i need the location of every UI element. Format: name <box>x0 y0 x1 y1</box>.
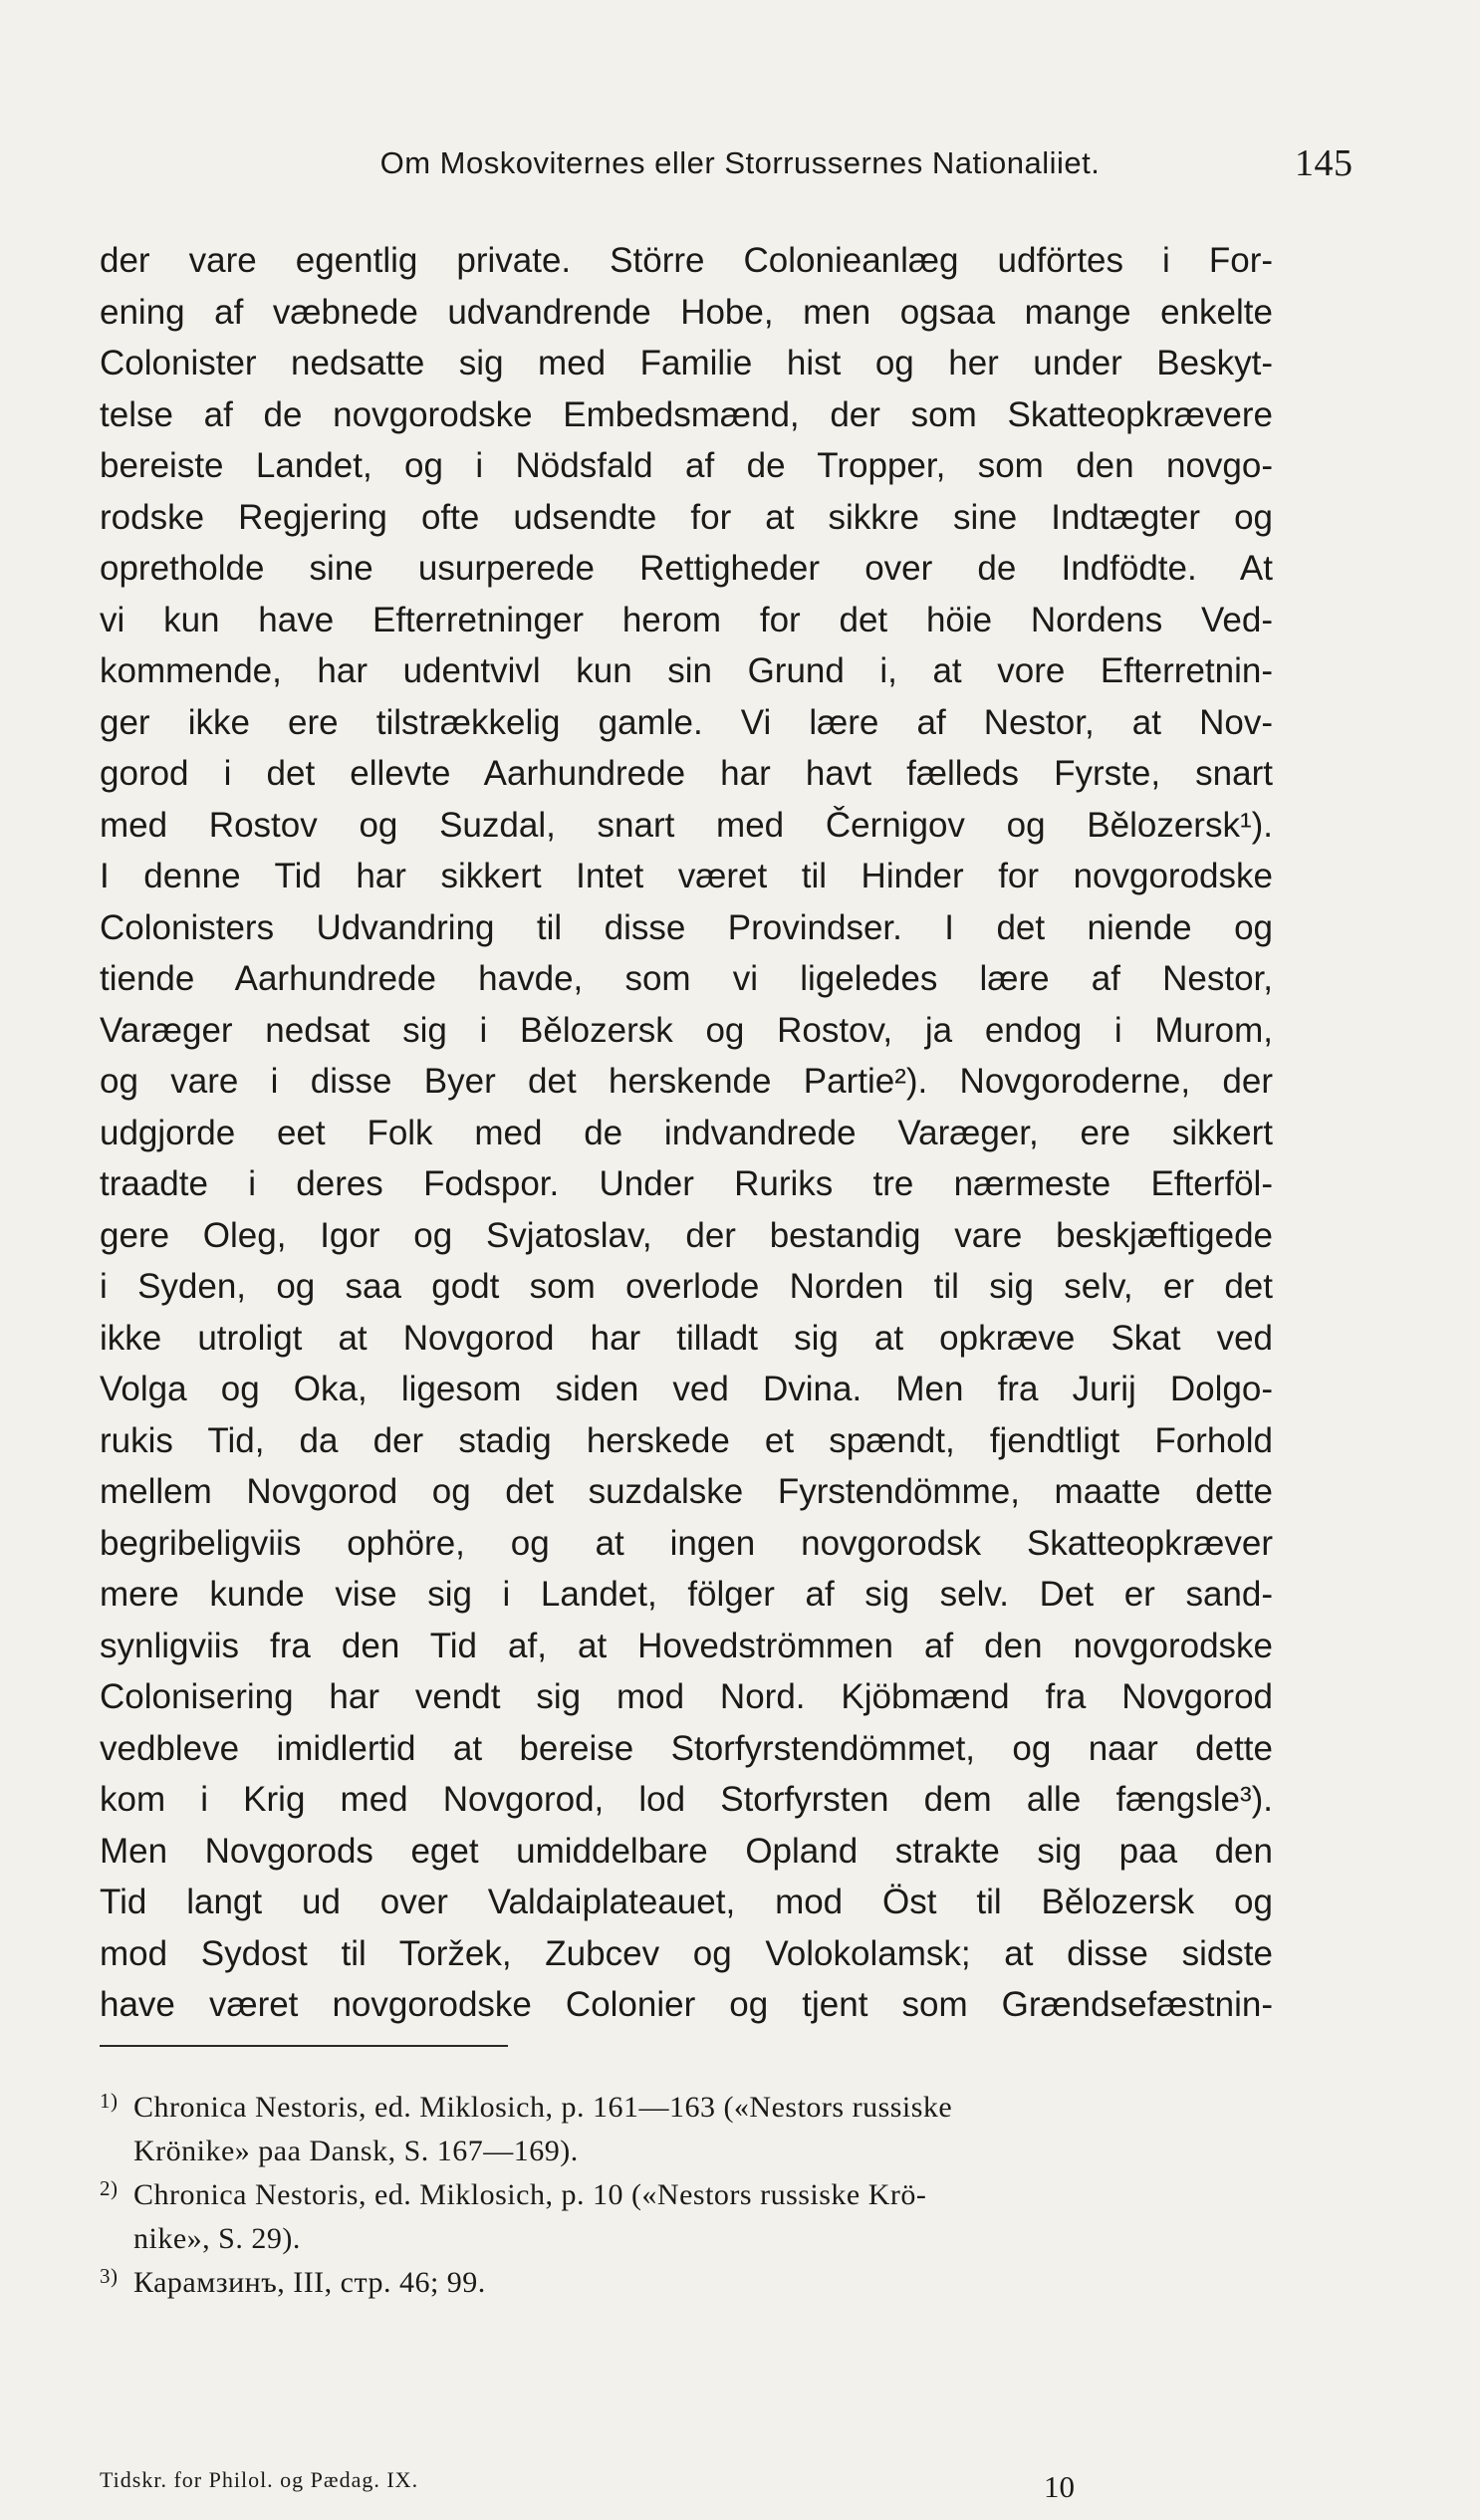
page-number: 145 <box>1295 142 1354 184</box>
footnote-line: Карамзинъ, III, стр. 46; 99. <box>133 2266 486 2299</box>
running-title: Om Moskoviternes eller Storrussernes Nationaliiet. <box>379 145 1101 180</box>
text-line: rodske Regjering ofte udsendte for at sikkre sine Indtægter og <box>100 497 1273 537</box>
text-line: bereiste Landet, og i Nödsfald af de Tropper, som den novgo- <box>100 446 1273 485</box>
footnote-line: Chronica Nestoris, ed. Miklosich, p. 10 («Nestors russiske Krö- <box>133 2178 927 2211</box>
body-text <box>100 235 1273 2031</box>
text-line: Volga og Oka, ligesom siden ved Dvina. Men fra Jurij Dolgo- <box>100 1370 1273 1408</box>
text-line: med Rostov og Suzdal, snart med Černigov og Bělozersk¹). <box>100 805 1273 845</box>
footnote <box>100 2173 1275 2261</box>
footnote-line: Krönike» paa Dansk, S. 167—169). <box>133 2135 579 2167</box>
text-line: synligviis fra den Tid af, at Hovedströmmen af den novgorodske <box>100 1626 1273 1665</box>
footnote-mark: 1) <box>100 2089 119 2113</box>
text-line: Colonister nedsatte sig med Familie hist og her under Beskyt- <box>100 344 1273 382</box>
footnote <box>100 2086 1275 2173</box>
text-line: rukis Tid, da der stadig herskede et spændt, fjendtligt Forhold <box>100 1420 1273 1460</box>
footnote-mark: 3) <box>100 2264 119 2288</box>
text-line: have været novgorodske Colonier og tjent som Grændsefæstnin- <box>100 1985 1273 2024</box>
text-line: i Syden, og saa godt som overlode Norden til sig selv, er det <box>100 1267 1273 1306</box>
text-line: vi kun have Efterretninger herom for det höie Nordens Ved- <box>100 600 1273 639</box>
text-line: ger ikke ere tilstrækkelig gamle. Vi lære af Nestor, at Nov- <box>100 702 1273 742</box>
footnote-line: nike», S. 29). <box>133 2222 301 2255</box>
text-line: traadte i deres Fodspor. Under Ruriks tre nærmeste Efterföl- <box>100 1164 1273 1203</box>
text-line: Tid langt ud over Valdaiplateauet, mod Öst til Bělozersk og <box>100 1883 1273 1921</box>
footnote-rule <box>100 2045 508 2047</box>
text-line: opretholde sine usurperede Rettigheder over de Indfödte. At <box>100 549 1273 588</box>
signature-text: Tidskr. for Philol. og Pædag. IX. <box>100 2467 419 2492</box>
text-line: gere Oleg, Igor og Svjatoslav, der bestandig vare beskjæftigede <box>100 1215 1273 1255</box>
text-line: mod Sydost til Toržek, Zubcev og Volokolamsk; at disse sidste <box>100 1933 1273 1973</box>
text-line: udgjorde eet Folk med de indvandrede Varæger, ere sikkert <box>100 1113 1273 1152</box>
text-line: Men Novgorods eget umiddelbare Opland strakte sig paa den <box>100 1831 1273 1871</box>
text-line: og vare i disse Byer det herskende Partie²). Novgoroderne, der <box>100 1062 1273 1101</box>
text-line: telse af de novgorodske Embedsmænd, der som Skatteopkrævere <box>100 394 1273 434</box>
text-line: der vare egentlig private. Större Colonieanlæg udförtes i For- <box>100 241 1273 280</box>
text-line: begribeligviis ophöre, og at ingen novgorodsk Skatteopkræver <box>100 1523 1273 1563</box>
text-line: mere kunde vise sig i Landet, fölger af sig selv. Det er sand- <box>100 1575 1273 1614</box>
footnotes <box>100 2086 1275 2305</box>
text-line: ening af væbnede udvandrende Hobe, men ogsaa mange enkelte <box>100 292 1273 332</box>
footnote <box>100 2261 1275 2305</box>
text-line: vedbleve imidlertid at bereise Storfyrstendömmet, og naar dette <box>100 1728 1273 1768</box>
sheet-number: 10 <box>1044 2469 1075 2504</box>
text-line: Colonisters Udvandring til disse Provindser. I det niende og <box>100 907 1273 947</box>
text-line: mellem Novgorod og det suzdalske Fyrstendömme, maatte dette <box>100 1472 1273 1511</box>
text-line: tiende Aarhundrede havde, som vi ligeledes lære af Nestor, <box>100 959 1273 998</box>
text-line: Colonisering har vendt sig mod Nord. Kjöbmænd fra Novgorod <box>100 1677 1273 1716</box>
text-line: gorod i det ellevte Aarhundrede har havt fælleds Fyrste, snart <box>100 754 1273 793</box>
text-line: kommende, har udentvivl kun sin Grund i, at vore Efterretnin- <box>100 651 1273 690</box>
footnote-mark: 2) <box>100 2176 119 2200</box>
text-line: ikke utroligt at Novgorod har tilladt sig at opkræve Skat ved <box>100 1318 1273 1358</box>
text-line: kom i Krig med Novgorod, lod Storfyrsten dem alle fængsle³). <box>100 1780 1273 1819</box>
text-line: I denne Tid har sikkert Intet været til Hinder for novgorodske <box>100 857 1273 895</box>
text-line: Varæger nedsat sig i Bělozersk og Rostov, ja endog i Murom, <box>100 1010 1273 1050</box>
footnote-line: Chronica Nestoris, ed. Miklosich, p. 161—163 («Nestors russiske <box>133 2091 953 2124</box>
